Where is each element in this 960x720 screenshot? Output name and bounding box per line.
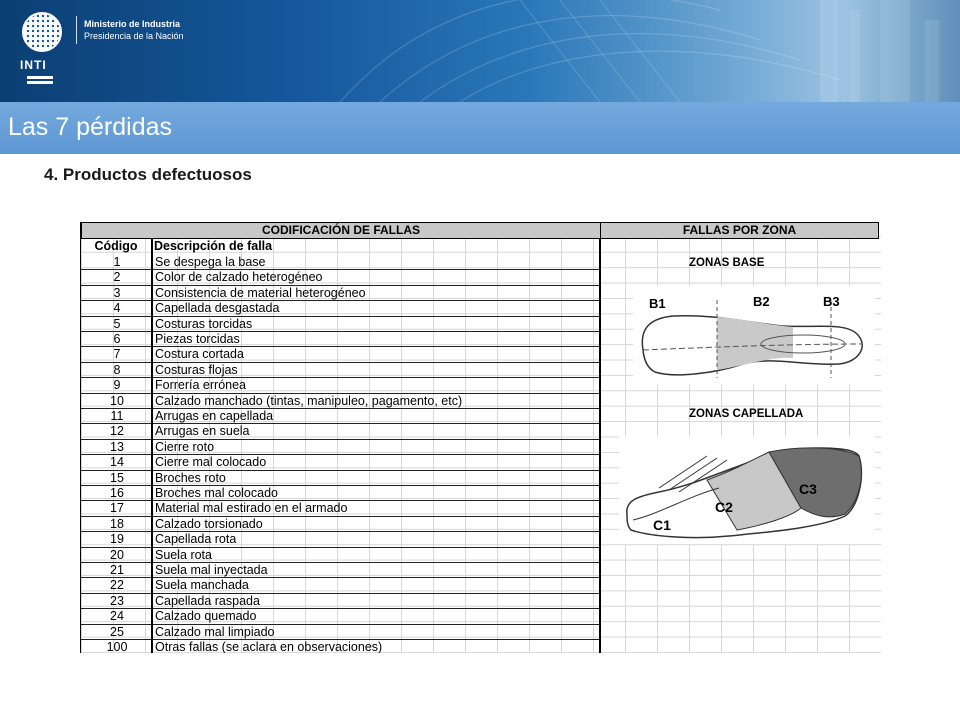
- row-code: 13: [110, 439, 124, 454]
- sole-diagram-svg: [633, 286, 875, 384]
- table-row: [81, 486, 601, 501]
- row-description: Costura cortada: [155, 347, 244, 362]
- row-description: Calzado mal limpiado: [155, 624, 275, 639]
- row-description: Suela rota: [155, 547, 212, 562]
- row-description: Otras fallas (se aclara en observaciones): [155, 640, 383, 653]
- row-code: 22: [110, 578, 124, 593]
- zones-base-title: ZONAS BASE: [689, 257, 765, 269]
- table-row: [81, 501, 601, 516]
- row-description: Calzado quemado: [155, 609, 257, 624]
- table-row: [81, 378, 601, 393]
- row-code: 3: [113, 285, 121, 300]
- row-description: Arrugas en suela: [155, 424, 250, 439]
- table-row: [81, 332, 601, 347]
- row-code: 18: [110, 516, 124, 531]
- logo-bars: [27, 76, 53, 86]
- table-row: [81, 532, 601, 547]
- row-description: Consistencia de material heterogéneo: [155, 285, 366, 300]
- shoe-label-c3: C3: [799, 481, 817, 497]
- row-code: 8: [113, 362, 121, 377]
- row-code: 19: [110, 532, 124, 547]
- row-description: Costuras flojas: [155, 362, 238, 377]
- row-code: 4: [113, 301, 121, 316]
- ministry-divider: [76, 16, 77, 44]
- header-banner: [0, 0, 960, 102]
- row-code: 7: [113, 347, 121, 362]
- table-row: [81, 640, 601, 653]
- table-row: [81, 301, 601, 316]
- sole-diagram: [633, 286, 875, 384]
- row-code: 6: [113, 332, 121, 346]
- table-row: [81, 394, 601, 409]
- row-description: Cierre mal colocado: [155, 455, 267, 470]
- table-row: [81, 409, 601, 424]
- row-description: Material mal estirado en el armado: [155, 501, 348, 516]
- shoe-label-c1: C1: [653, 517, 671, 533]
- table-row: [81, 609, 601, 624]
- row-code: 21: [110, 563, 124, 577]
- upper-diagram-svg: [619, 436, 875, 544]
- row-description: Forrería errónea: [155, 378, 247, 393]
- fault-zones-header: FALLAS POR ZONA: [600, 222, 879, 239]
- row-description: Piezas torcidas: [155, 332, 240, 346]
- column-header-code: Código: [94, 239, 138, 253]
- table-row: [81, 317, 601, 332]
- table-row: [81, 455, 601, 470]
- zones-upper-title: ZONAS CAPELLADA: [689, 408, 804, 420]
- fault-coding-header: CODIFICACIÓN DE FALLAS: [81, 222, 601, 239]
- row-code: 5: [113, 316, 121, 331]
- slide-subtitle: 4. Productos defectuosos: [44, 165, 252, 184]
- table-row: [81, 517, 601, 532]
- inti-logo-icon: [22, 12, 62, 52]
- logo-text: INTI: [20, 58, 47, 72]
- row-description: Calzado manchado (tintas, manipuleo, pagamento, etc): [155, 393, 463, 408]
- row-code: 10: [110, 393, 124, 408]
- row-code: 11: [110, 409, 124, 423]
- row-description: Capellada raspada: [155, 593, 260, 608]
- row-description: Cierre roto: [155, 439, 215, 454]
- sole-zone-b2: [717, 317, 793, 370]
- table-row: [81, 594, 601, 609]
- row-code: 23: [110, 593, 124, 608]
- ministry-line1: Ministerio de Industria: [84, 19, 181, 29]
- row-code: 12: [110, 424, 124, 439]
- table-row: [81, 424, 601, 439]
- column-header-description: Descripción de falla: [154, 239, 273, 253]
- row-code: 25: [110, 624, 124, 639]
- table-row: [81, 471, 601, 486]
- code-column-divider: [151, 239, 153, 653]
- upper-diagram: [619, 436, 875, 544]
- table-row: [81, 625, 601, 640]
- row-description: Capellada rota: [155, 532, 237, 547]
- title-bar: [0, 102, 960, 154]
- row-description: Costuras torcidas: [155, 316, 253, 331]
- row-code: 17: [110, 501, 124, 516]
- table-row: [81, 347, 601, 362]
- sole-label-b3: B3: [823, 294, 840, 309]
- row-code: 1: [113, 255, 121, 269]
- sole-label-b2: B2: [753, 294, 770, 309]
- ministry-line2: Presidencia de la Nación: [84, 31, 184, 41]
- fault-coding-sheet: [80, 222, 881, 653]
- table-row: [81, 563, 601, 578]
- row-code: 24: [110, 609, 124, 624]
- row-description: Arrugas en capellada: [155, 409, 274, 423]
- row-description: Calzado torsionado: [155, 516, 263, 531]
- table-row: [81, 255, 601, 270]
- table-row: [81, 578, 601, 593]
- row-description: Capellada desgastada: [155, 301, 280, 316]
- row-code: 16: [110, 486, 124, 500]
- row-description: Se despega la base: [155, 255, 266, 269]
- table-right-border: [599, 239, 601, 653]
- table-row: [81, 548, 601, 563]
- row-code: 14: [110, 455, 124, 470]
- row-code: 2: [113, 270, 121, 285]
- table-row: [81, 286, 601, 301]
- row-description: Broches mal colocado: [155, 486, 278, 500]
- slide-title: Las 7 pérdidas: [8, 113, 173, 141]
- row-description: Suela mal inyectada: [155, 563, 268, 577]
- ministry-text: [84, 18, 184, 42]
- table-row: [81, 440, 601, 455]
- table-row: [81, 270, 601, 285]
- banner-decoration: [0, 0, 960, 102]
- row-code: 100: [106, 640, 128, 653]
- shoe-label-c2: C2: [715, 499, 733, 515]
- row-code: 15: [110, 470, 124, 485]
- row-description: Broches roto: [155, 470, 226, 485]
- row-code: 9: [113, 378, 121, 393]
- row-code: 20: [110, 547, 124, 562]
- table-row: [81, 363, 601, 378]
- row-description: Color de calzado heterogéneo: [155, 270, 323, 285]
- row-description: Suela manchada: [155, 578, 249, 593]
- sole-label-b1: B1: [649, 296, 666, 311]
